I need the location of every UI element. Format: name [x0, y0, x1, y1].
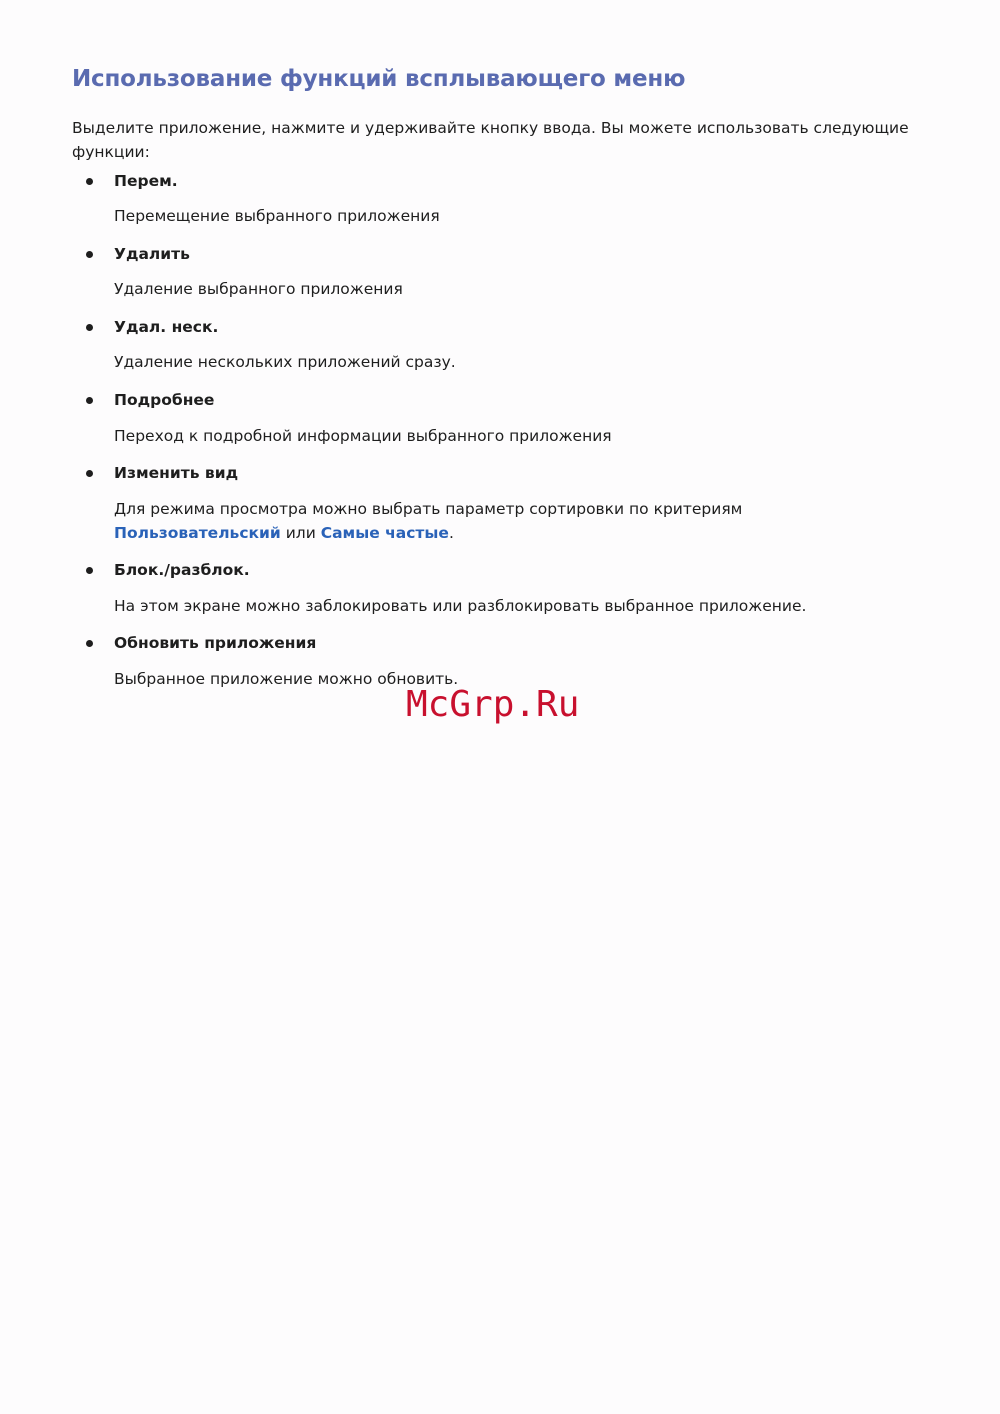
bullet-icon	[86, 470, 93, 477]
item-title-move: Перем.	[114, 172, 178, 190]
item-title-change-view: Изменить вид	[114, 464, 239, 482]
item-desc-delete-multiple: Удаление нескольких приложений сразу.	[114, 353, 456, 371]
watermark: McGrp.Ru	[406, 684, 580, 725]
bullet-icon	[86, 397, 93, 404]
bullet-icon	[86, 178, 93, 185]
item-title-update-apps: Обновить приложения	[114, 634, 317, 652]
item-title-details: Подробнее	[114, 391, 215, 409]
item-desc-change-view-end: .	[448, 524, 454, 542]
item-desc-move: Перемещение выбранного приложения	[114, 207, 440, 225]
item-desc-change-view-or: или	[280, 524, 321, 542]
item-desc-details: Переход к подробной информации выбранного приложения	[114, 427, 612, 445]
custom-sort-link: Пользовательский	[114, 524, 281, 542]
item-title-delete-multiple: Удал. неск.	[114, 318, 219, 336]
bullet-icon	[86, 567, 93, 574]
item-desc-delete: Удаление выбранного приложения	[114, 280, 403, 298]
bullet-icon	[86, 640, 93, 647]
item-desc-lock-unlock: На этом экране можно заблокировать или разблокировать выбранное приложение.	[114, 597, 807, 615]
item-desc-change-view-text: Для режима просмотра можно выбрать параметр сортировки по критериям	[114, 500, 743, 518]
item-desc-update-apps: Выбранное приложение можно обновить.	[114, 670, 459, 688]
item-title-lock-unlock: Блок./разблок.	[114, 561, 250, 579]
item-title-delete: Удалить	[114, 245, 190, 263]
intro-paragraph: Выделите приложение, нажмите и удерживайте кнопку ввода. Вы можете использовать следующие функции:	[72, 119, 909, 161]
item-desc-change-view	[114, 497, 914, 545]
page-title: Использование функций всплывающего меню	[72, 66, 686, 92]
bullet-icon	[86, 324, 93, 331]
most-frequent-sort-link: Самые частые	[320, 524, 449, 542]
bullet-icon	[86, 251, 93, 258]
